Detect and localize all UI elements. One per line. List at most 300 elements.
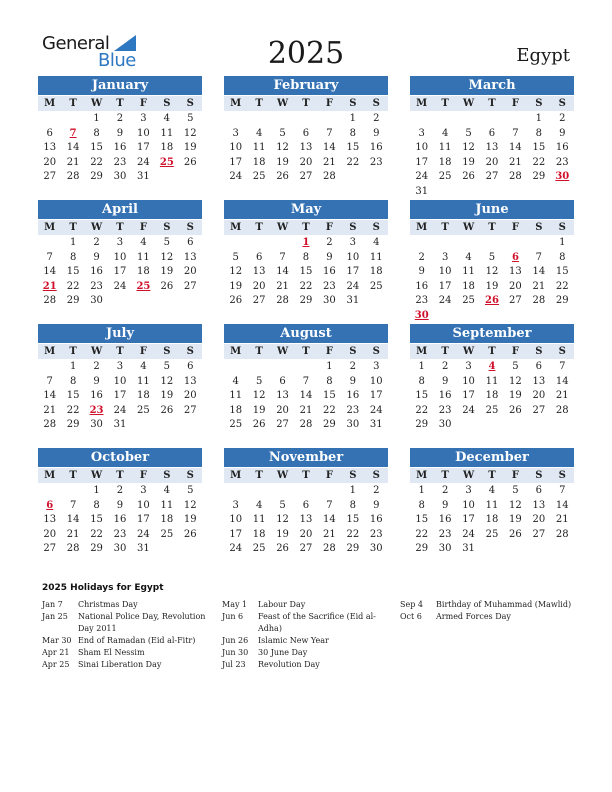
day-cell: 1 [326, 361, 333, 372]
day-cell: 2 [373, 113, 380, 124]
day-cell: 2 [93, 237, 100, 248]
weekday-label: S [163, 222, 171, 233]
day-cell: 7 [512, 127, 519, 139]
day-cell: 25 [438, 171, 452, 183]
day-cell: 23 [323, 280, 336, 292]
holiday-column [222, 599, 396, 671]
month-november [224, 448, 388, 557]
weekday-label: S [535, 222, 543, 233]
day-cell: 5 [187, 485, 194, 496]
holiday-name: Labour Day [258, 600, 306, 609]
day-cell: 1 [559, 237, 566, 248]
day-cell: 20 [532, 390, 546, 402]
day-cell: 28 [532, 295, 546, 307]
day-cell: 23 [415, 295, 429, 307]
day-cell: 5 [232, 251, 239, 263]
day-cell: 24 [229, 543, 243, 555]
day-cell: 17 [415, 156, 429, 168]
weekday-header [38, 96, 202, 111]
day-cell: 10 [137, 499, 150, 511]
day-cell: 19 [229, 280, 243, 292]
day-cell: 28 [323, 171, 336, 183]
empty-cell [410, 236, 433, 251]
day-cell: 6 [255, 251, 263, 263]
weekday-header [38, 344, 202, 359]
day-cell: 2 [93, 361, 100, 372]
day-cell: 18 [252, 156, 266, 168]
empty-cell [247, 112, 270, 127]
day-cell: 31 [369, 419, 383, 431]
day-cell: 17 [137, 514, 150, 526]
day-cell: 11 [229, 390, 243, 402]
day-cell: 11 [369, 251, 383, 263]
day-cell: 28 [66, 171, 80, 183]
day-cell: 11 [252, 142, 266, 154]
day-cell: 6 [302, 499, 310, 511]
day-cell: 15 [532, 142, 546, 154]
empty-cell [271, 112, 294, 127]
weekday-label: M [230, 346, 242, 357]
day-cell: 27 [532, 404, 546, 416]
day-cell: 3 [373, 361, 380, 372]
empty-cell [504, 112, 527, 127]
day-cell: 12 [229, 266, 243, 278]
day-cell: 17 [137, 142, 150, 154]
holiday-name: Christmas Day [78, 600, 138, 609]
weekday-label: F [511, 222, 519, 233]
day-cell: 16 [113, 514, 127, 526]
day-cell: 30 [346, 419, 360, 431]
day-cell: 5 [488, 251, 496, 263]
day-cell: 27 [299, 171, 313, 183]
day-cell: 24 [462, 528, 475, 540]
page-title-year: 2025 [267, 36, 345, 71]
holiday-day-cell: 21 [42, 280, 57, 292]
day-cell: 4 [488, 485, 496, 496]
day-cell: 12 [485, 266, 499, 278]
weekday-label: M [416, 222, 428, 233]
empty-cell [457, 112, 480, 127]
holiday-item [42, 599, 216, 611]
weekday-label: S [163, 98, 171, 109]
empty-cell [224, 360, 247, 375]
empty-cell [271, 484, 294, 499]
month-january [38, 76, 202, 185]
weekday-label: T [302, 222, 310, 233]
day-cell: 26 [183, 528, 197, 540]
holiday-date: Jun 6 [222, 612, 244, 621]
weekday-label: W [462, 470, 475, 481]
weekday-header [410, 344, 574, 359]
holiday-date: Jan 25 [42, 612, 68, 621]
day-cell: 8 [418, 375, 425, 387]
day-cell: 8 [302, 251, 310, 263]
day-cell: 22 [90, 528, 103, 540]
month-name: November [224, 448, 388, 467]
weekday-label: W [276, 98, 289, 109]
weekday-label: F [139, 470, 147, 481]
day-cell: 16 [90, 266, 103, 278]
day-cell: 20 [509, 280, 522, 292]
weekday-label: S [535, 98, 543, 109]
day-cell: 4 [441, 127, 449, 139]
day-cell: 8 [69, 251, 77, 263]
day-cell: 29 [415, 419, 429, 431]
weekday-label: W [276, 222, 289, 233]
day-cell: 18 [462, 280, 475, 292]
weekday-label: T [488, 470, 496, 481]
day-cell: 11 [160, 499, 174, 511]
holiday-item [42, 635, 216, 647]
empty-cell [480, 236, 503, 251]
day-cell: 31 [137, 543, 150, 555]
day-cell: 11 [462, 266, 475, 278]
day-cell: 18 [160, 142, 174, 154]
day-cell: 2 [116, 113, 124, 124]
day-cell: 24 [137, 528, 150, 540]
day-cell: 14 [555, 375, 569, 387]
day-cell: 15 [346, 142, 360, 154]
day-cell: 3 [349, 237, 357, 248]
day-cell: 26 [509, 528, 522, 540]
month-name: September [410, 324, 574, 343]
month-name: June [410, 200, 574, 219]
day-cell: 28 [509, 171, 522, 183]
day-grid [224, 236, 388, 309]
weekday-label: T [441, 222, 449, 233]
day-cell: 4 [140, 361, 147, 372]
weekday-label: S [186, 346, 194, 357]
holiday-item [400, 599, 574, 611]
day-cell: 5 [512, 361, 519, 372]
day-cell: 4 [255, 499, 263, 511]
day-cell: 2 [559, 113, 566, 124]
weekday-label: S [535, 346, 543, 357]
day-cell: 2 [349, 361, 357, 372]
day-cell: 12 [276, 142, 289, 154]
month-august [224, 324, 388, 433]
weekday-header [410, 468, 574, 483]
weekday-label: S [558, 346, 566, 357]
day-cell: 22 [415, 404, 429, 416]
logo-text-general: General [42, 33, 110, 54]
day-cell: 13 [183, 375, 197, 387]
day-cell: 14 [66, 142, 80, 154]
day-cell: 17 [462, 514, 475, 526]
day-cell: 27 [183, 404, 197, 416]
weekday-label: F [511, 346, 519, 357]
weekday-label: T [255, 470, 263, 481]
day-cell: 13 [43, 514, 57, 526]
weekday-label: M [44, 222, 56, 233]
holiday-date: Apr 21 [42, 648, 70, 657]
day-cell: 14 [66, 514, 80, 526]
day-cell: 1 [349, 113, 357, 124]
holiday-date: Jul 23 [222, 660, 246, 669]
holiday-name: Birthday of Muhammad (Mawlid) [436, 600, 572, 609]
day-cell: 24 [113, 280, 127, 292]
day-cell: 23 [113, 156, 127, 168]
day-cell: 20 [43, 528, 57, 540]
holiday-name: Sinai Liberation Day [78, 660, 162, 669]
month-name: July [38, 324, 202, 343]
day-cell: 21 [66, 528, 80, 540]
day-cell: 17 [229, 528, 243, 540]
day-cell: 22 [90, 156, 103, 168]
day-cell: 23 [369, 156, 383, 168]
day-cell: 13 [299, 514, 313, 526]
empty-cell [433, 236, 456, 251]
day-cell: 19 [160, 266, 174, 278]
weekday-label: T [116, 222, 124, 233]
day-cell: 17 [229, 156, 243, 168]
day-cell: 29 [323, 419, 336, 431]
holiday-column [400, 599, 574, 623]
day-cell: 9 [441, 499, 449, 511]
weekday-label: T [69, 222, 77, 233]
day-cell: 22 [66, 404, 80, 416]
holiday-day-cell: 6 [46, 499, 54, 511]
day-cell: 5 [187, 113, 194, 124]
day-cell: 5 [163, 361, 171, 372]
day-cell: 25 [160, 528, 174, 540]
weekday-label: S [349, 346, 357, 357]
country-label: Egypt [516, 45, 570, 66]
weekday-label: T [441, 98, 449, 109]
weekday-label: T [116, 98, 124, 109]
day-cell: 21 [66, 156, 80, 168]
day-cell: 7 [559, 485, 566, 496]
weekday-label: T [441, 346, 449, 357]
day-cell: 31 [346, 295, 360, 307]
day-cell: 3 [465, 361, 472, 372]
weekday-label: F [139, 346, 147, 357]
month-june [410, 200, 574, 324]
empty-cell [38, 236, 61, 251]
day-cell: 27 [183, 280, 197, 292]
day-cell: 9 [116, 499, 124, 511]
day-cell: 26 [160, 404, 174, 416]
day-cell: 24 [369, 404, 383, 416]
day-cell: 18 [369, 266, 383, 278]
day-cell: 16 [369, 142, 383, 154]
day-cell: 21 [43, 404, 57, 416]
day-cell: 19 [462, 156, 475, 168]
day-cell: 11 [160, 127, 174, 139]
day-cell: 19 [276, 156, 289, 168]
day-grid [224, 112, 388, 185]
day-cell: 3 [140, 113, 147, 124]
day-cell: 21 [555, 514, 569, 526]
day-cell: 28 [43, 419, 57, 431]
day-cell: 19 [160, 390, 174, 402]
day-cell: 9 [93, 251, 100, 263]
day-cell: 6 [302, 127, 310, 139]
day-cell: 9 [116, 127, 124, 139]
day-cell: 5 [279, 127, 286, 139]
holiday-item [42, 611, 216, 635]
day-cell: 25 [462, 295, 475, 307]
weekday-label: F [511, 470, 519, 481]
day-cell: 16 [113, 142, 127, 154]
empty-cell [271, 236, 294, 251]
day-cell: 2 [441, 485, 449, 496]
day-cell: 7 [559, 361, 566, 372]
day-cell: 19 [509, 390, 522, 402]
weekday-label: T [255, 98, 263, 109]
day-cell: 17 [113, 390, 127, 402]
day-cell: 15 [555, 266, 569, 278]
day-cell: 6 [187, 237, 194, 248]
day-cell: 29 [66, 295, 80, 307]
weekday-label: W [462, 222, 475, 233]
day-cell: 4 [373, 237, 380, 248]
empty-cell [247, 360, 270, 375]
day-cell: 24 [113, 404, 127, 416]
day-cell: 11 [137, 375, 150, 387]
month-name: January [38, 76, 202, 95]
day-cell: 15 [66, 390, 80, 402]
weekday-header [224, 220, 388, 235]
day-cell: 20 [532, 514, 546, 526]
day-cell: 15 [299, 266, 313, 278]
weekday-label: S [349, 222, 357, 233]
day-cell: 7 [46, 375, 53, 387]
day-cell: 22 [323, 404, 336, 416]
weekday-header [224, 96, 388, 111]
day-cell: 20 [43, 156, 57, 168]
holiday-item [42, 659, 216, 671]
weekday-label: S [186, 470, 194, 481]
holiday-day-cell: 4 [488, 361, 496, 372]
day-cell: 4 [163, 485, 171, 496]
day-cell: 23 [113, 528, 127, 540]
day-cell: 22 [532, 156, 546, 168]
day-cell: 12 [252, 390, 266, 402]
day-cell: 29 [90, 171, 103, 183]
weekday-label: S [349, 98, 357, 109]
day-cell: 18 [229, 404, 243, 416]
day-cell: 18 [438, 156, 452, 168]
day-cell: 5 [512, 485, 519, 496]
day-cell: 8 [535, 127, 543, 139]
day-cell: 31 [415, 185, 429, 197]
day-cell: 1 [349, 485, 357, 496]
day-cell: 17 [113, 266, 127, 278]
day-cell: 24 [462, 404, 475, 416]
day-cell: 1 [418, 361, 425, 372]
day-cell: 16 [369, 514, 383, 526]
day-cell: 2 [116, 485, 124, 496]
day-cell: 18 [137, 266, 150, 278]
day-cell: 4 [140, 237, 147, 248]
empty-cell [224, 112, 247, 127]
day-cell: 2 [441, 361, 449, 372]
day-cell: 20 [299, 528, 313, 540]
weekday-label: W [462, 346, 475, 357]
holiday-item [400, 611, 574, 623]
day-cell: 6 [535, 485, 543, 496]
day-cell: 10 [137, 127, 150, 139]
day-cell: 22 [346, 528, 360, 540]
day-cell: 11 [485, 375, 499, 387]
day-cell: 5 [279, 499, 286, 511]
day-cell: 31 [113, 419, 127, 431]
holiday-item [222, 599, 396, 611]
day-cell: 17 [462, 390, 475, 402]
day-cell: 6 [187, 361, 194, 372]
holiday-name: National Police Day, Revolution Day 2011 [78, 612, 206, 633]
day-cell: 15 [323, 390, 336, 402]
day-cell: 10 [462, 499, 475, 511]
day-cell: 16 [415, 280, 429, 292]
month-name: December [410, 448, 574, 467]
day-cell: 8 [559, 251, 566, 263]
weekday-label: F [325, 346, 333, 357]
empty-cell [61, 112, 84, 127]
day-cell: 7 [302, 375, 310, 387]
day-cell: 1 [418, 485, 425, 496]
weekday-label: M [44, 470, 56, 481]
day-cell: 16 [438, 514, 452, 526]
day-cell: 15 [346, 514, 360, 526]
day-cell: 19 [252, 404, 266, 416]
weekday-header [38, 468, 202, 483]
weekday-label: S [372, 222, 380, 233]
day-cell: 15 [90, 142, 103, 154]
day-cell: 10 [438, 266, 452, 278]
day-cell: 14 [532, 266, 546, 278]
day-cell: 14 [323, 142, 336, 154]
weekday-label: S [558, 470, 566, 481]
weekday-label: S [372, 346, 380, 357]
empty-cell [410, 112, 433, 127]
day-cell: 10 [113, 251, 127, 263]
month-name: March [410, 76, 574, 95]
month-july [38, 324, 202, 433]
day-cell: 17 [346, 266, 360, 278]
day-cell: 13 [43, 142, 57, 154]
day-cell: 3 [116, 237, 124, 248]
day-cell: 12 [160, 375, 174, 387]
weekday-label: F [139, 222, 147, 233]
day-cell: 14 [43, 390, 57, 402]
month-september [410, 324, 574, 433]
day-cell: 14 [276, 266, 289, 278]
day-cell: 8 [69, 375, 77, 387]
holiday-item [222, 635, 396, 647]
logo-text-blue: Blue [98, 50, 136, 71]
day-cell: 22 [299, 280, 313, 292]
weekday-label: M [44, 98, 56, 109]
day-cell: 18 [485, 514, 499, 526]
day-cell: 22 [66, 280, 80, 292]
day-cell: 8 [349, 499, 357, 511]
empty-cell [480, 112, 503, 127]
day-cell: 28 [43, 295, 57, 307]
day-cell: 9 [559, 127, 566, 139]
holiday-date: Jan 7 [42, 600, 63, 609]
day-cell: 10 [113, 375, 127, 387]
day-cell: 19 [183, 514, 197, 526]
day-cell: 28 [276, 295, 289, 307]
holiday-item [42, 647, 216, 659]
day-cell: 18 [160, 514, 174, 526]
day-cell: 4 [232, 375, 239, 387]
day-cell: 7 [535, 251, 543, 263]
weekday-label: W [90, 470, 103, 481]
weekday-label: T [255, 346, 263, 357]
